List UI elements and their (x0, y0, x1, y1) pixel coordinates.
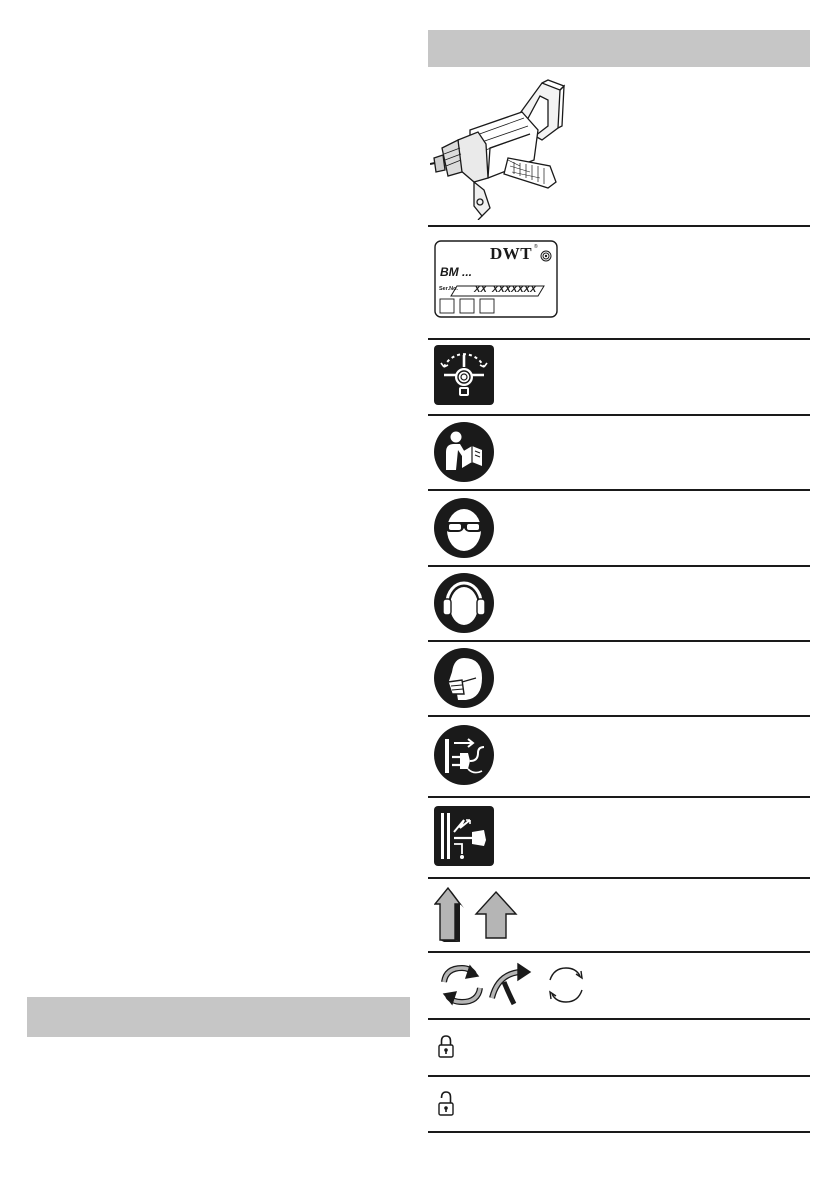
side-handle-adjust-icon (434, 345, 494, 405)
table-row-divider (428, 715, 810, 717)
table-row-divider (428, 1075, 810, 1077)
table-row-divider (428, 796, 810, 798)
arrows-icon (434, 886, 520, 944)
nameplate-model: BM ... (440, 265, 472, 279)
ear-protection-icon (434, 573, 494, 633)
nameplate-registered-mark: ® (534, 244, 538, 250)
dust-mask-icon (434, 648, 494, 708)
table-row-divider (428, 565, 810, 567)
rotation-direction-icons (434, 960, 594, 1010)
drill-tool-illustration (430, 78, 570, 220)
table-row-divider (428, 338, 810, 340)
read-manual-icon (434, 422, 494, 482)
nameplate-serial-label: Ser.No. (439, 286, 458, 292)
hidden-wires-pipes-warning-icon (434, 806, 494, 866)
table-row-divider (428, 877, 810, 879)
left-section-header-band (27, 997, 410, 1037)
unplug-before-service-icon (434, 725, 494, 785)
table-row-divider (428, 225, 810, 227)
eye-protection-icon (434, 498, 494, 558)
table-row-divider (428, 489, 810, 491)
table-row-divider (428, 951, 810, 953)
nameplate-label (434, 240, 558, 318)
lock-closed-icon (438, 1034, 454, 1058)
table-row-divider (428, 1131, 810, 1133)
table-row-divider (428, 640, 810, 642)
table-row-divider (428, 1018, 810, 1020)
nameplate-brand: DWT (490, 244, 533, 263)
nameplate-serial-value: XX XXXXXXX (474, 284, 537, 295)
symbols-table-header-band (428, 30, 810, 67)
table-row-divider (428, 414, 810, 416)
lock-open-icon (438, 1090, 454, 1116)
